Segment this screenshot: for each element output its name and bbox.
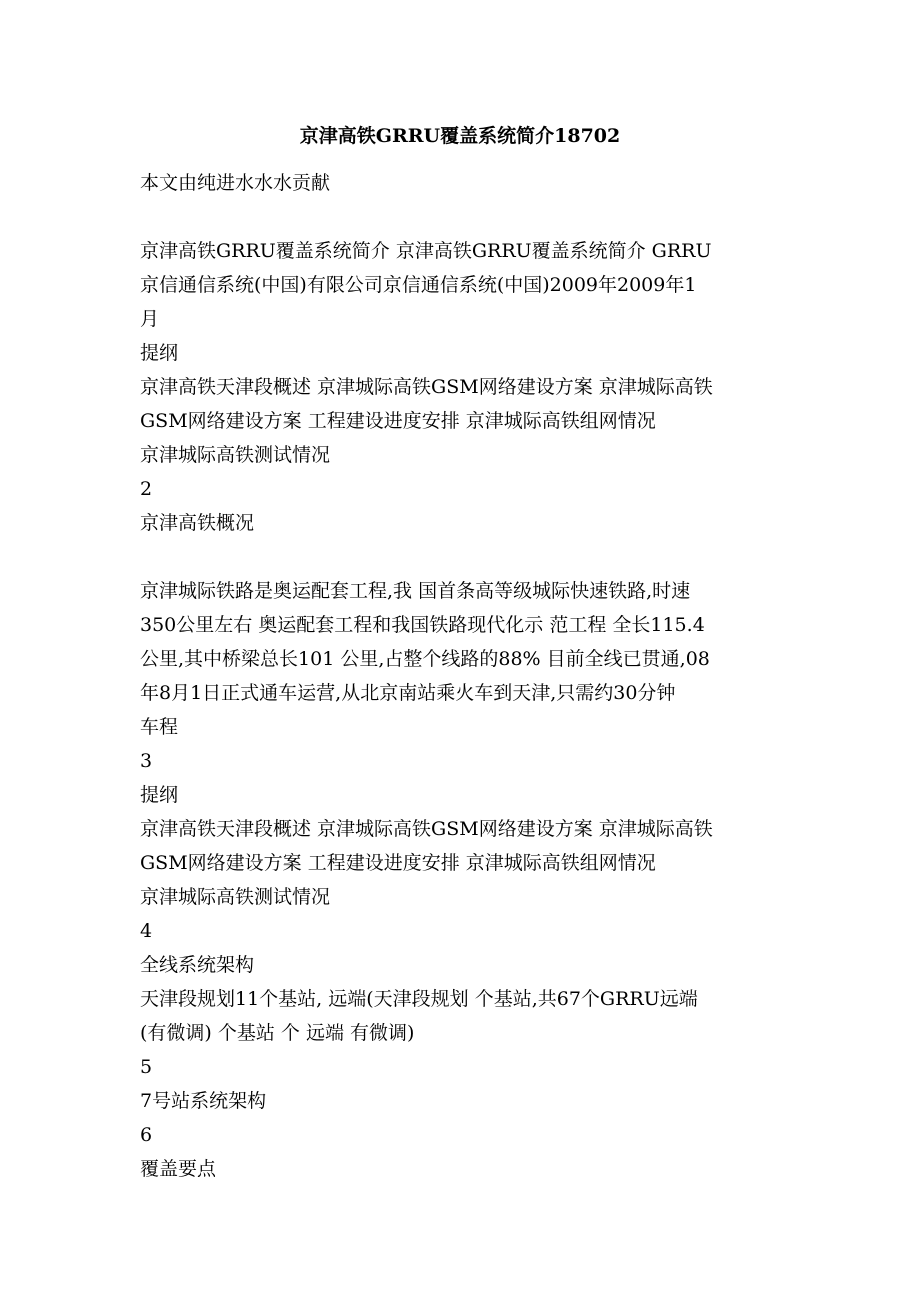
section-heading: 京津高铁概况 <box>140 512 255 534</box>
page-number: 5 <box>140 1056 153 1078</box>
section-heading: 提纲 <box>140 784 179 806</box>
text-line: GSM网络建设方案 工程建设进度安排 京津城际高铁组网情况 <box>140 410 656 432</box>
text-line: 京津高铁天津段概述 京津城际高铁GSM网络建设方案 京津城际高铁 <box>140 818 713 840</box>
section-heading: 提纲 <box>140 342 179 364</box>
text-line: 京津城际铁路是奥运配套工程,我 国首条高等级城际快速铁路,时速 <box>140 580 691 602</box>
text-line: 京津高铁天津段概述 京津城际高铁GSM网络建设方案 京津城际高铁 <box>140 376 713 398</box>
text-line: (有微调) 个基站 个 远端 有微调) <box>140 1022 415 1044</box>
section-heading: 全线系统架构 <box>140 954 255 976</box>
text-line: GSM网络建设方案 工程建设进度安排 京津城际高铁组网情况 <box>140 852 656 874</box>
text-line: 天津段规划11个基站, 远端(天津段规划 个基站,共67个GRRU远端 <box>140 988 698 1010</box>
page-number: 4 <box>140 920 153 942</box>
section-heading: 7号站系统架构 <box>140 1090 267 1112</box>
text-line: 京津高铁GRRU覆盖系统简介 京津高铁GRRU覆盖系统简介 GRRU <box>140 240 712 262</box>
page-number: 6 <box>140 1124 153 1146</box>
text-line: 年8月1日正式通车运营,从北京南站乘火车到天津,只需约30分钟 <box>140 682 676 704</box>
blank-line <box>140 200 800 234</box>
blank-line <box>140 540 800 574</box>
text-line: 车程 <box>140 716 179 738</box>
section-heading: 覆盖要点 <box>140 1158 217 1180</box>
author-line: 本文由纯进水水水贡献 <box>140 172 331 194</box>
document-body <box>140 166 800 1186</box>
text-line: 公里,其中桥梁总长101 公里,占整个线路的88% 目前全线已贯通,08 <box>140 648 710 670</box>
page-number: 3 <box>140 750 153 772</box>
text-line: 京津城际高铁测试情况 <box>140 886 331 908</box>
text-line: 京津城际高铁测试情况 <box>140 444 331 466</box>
text-line: 月 <box>140 308 160 330</box>
document-title: 京津高铁GRRU覆盖系统简介18702 <box>299 125 621 147</box>
page-number: 2 <box>140 478 153 500</box>
text-line: 京信通信系统(中国)有限公司京信通信系统(中国)2009年2009年1 <box>140 274 697 296</box>
text-line: 350公里左右 奥运配套工程和我国铁路现代化示 范工程 全长115.4 <box>140 614 705 636</box>
